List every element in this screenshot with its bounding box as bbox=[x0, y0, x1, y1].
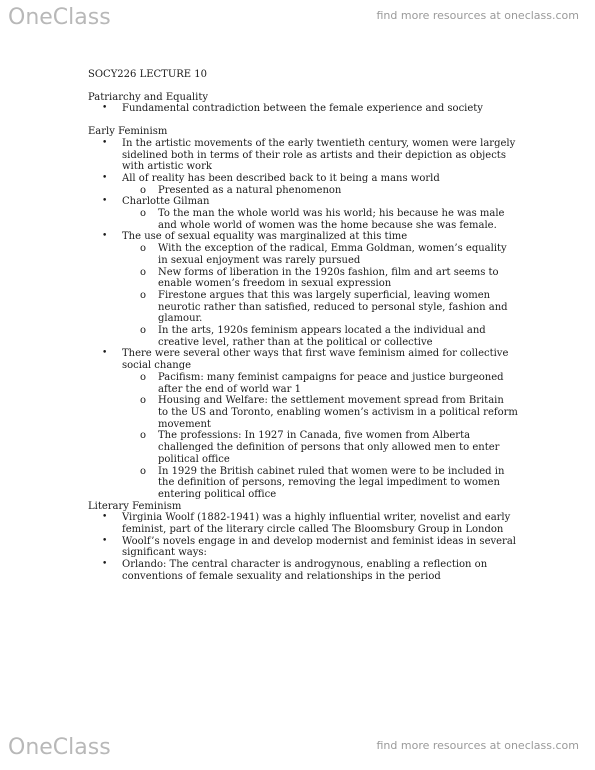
sub-bullet-marker: o bbox=[140, 395, 147, 407]
section-heading-early-feminism: Early Feminism bbox=[88, 126, 168, 138]
sub-bullet-marker: o bbox=[140, 371, 147, 383]
oneclass-logo[interactable]: OneClass bbox=[8, 5, 111, 30]
sub-bullet-text: Pacifism: many feminist campaigns for peace and justice burgeoned bbox=[158, 371, 504, 383]
bullet-text: conventions of female sexuality and relationships in the period bbox=[122, 570, 441, 582]
bullet-marker: • bbox=[102, 535, 108, 546]
bullet-item bbox=[88, 536, 558, 559]
sub-bullet-text: Housing and Welfare: the settlement movement spread from Britain bbox=[158, 395, 504, 407]
sub-bullet-text: movement bbox=[158, 418, 211, 430]
sub-bullet-item bbox=[88, 325, 558, 348]
sub-bullet-text: the definition of persons, removing the legal impediment to women bbox=[158, 477, 500, 489]
bullet-item bbox=[88, 512, 558, 535]
find-resources-link[interactable]: find more resources at oneclass.com bbox=[376, 739, 579, 752]
sub-bullet-text: In 1929 the British cabinet ruled that women were to be included in bbox=[158, 465, 505, 477]
sub-bullet-text: In the arts, 1920s feminism appears located a the individual and bbox=[158, 325, 486, 337]
bullet-marker: • bbox=[102, 559, 108, 570]
sub-bullet-item bbox=[88, 466, 558, 501]
section-heading-patriarchy: Patriarchy and Equality bbox=[88, 91, 208, 103]
bullet-marker: • bbox=[102, 512, 108, 523]
sub-bullet-marker: o bbox=[140, 289, 147, 301]
sub-bullet-text: Presented as a natural phenomenon bbox=[158, 184, 342, 196]
find-resources-link[interactable]: find more resources at oneclass.com bbox=[376, 9, 579, 22]
sub-bullet-marker: o bbox=[140, 465, 147, 477]
bullet-text: Fundamental contradiction between the female experience and society bbox=[122, 103, 483, 115]
bullet-item bbox=[88, 103, 558, 115]
sub-bullet-text: after the end of world war 1 bbox=[158, 383, 301, 395]
sub-bullet-text: Firestone argues that this was largely superficial, leaving women bbox=[158, 289, 491, 301]
bullet-marker: • bbox=[102, 103, 108, 114]
sub-bullet-text: challenged the definition of persons that only allowed men to enter bbox=[158, 442, 500, 454]
bullet-item bbox=[88, 559, 558, 582]
sub-bullet-marker: o bbox=[140, 430, 147, 442]
sub-bullet-item bbox=[88, 290, 558, 325]
sub-bullet-text: New forms of liberation in the 1920s fashion, film and art seems to bbox=[158, 266, 499, 278]
sub-bullet-text: to the US and Toronto, enabling women’s activism in a political reform bbox=[158, 406, 518, 418]
sub-bullet-text: creative level, rather than at the political or collective bbox=[158, 336, 433, 348]
sub-bullet-marker: o bbox=[140, 208, 147, 220]
sub-bullet-item bbox=[88, 372, 558, 395]
bullet-marker: • bbox=[102, 172, 108, 183]
sub-bullet-item bbox=[88, 185, 558, 197]
bullet-marker: • bbox=[102, 231, 108, 242]
sub-bullet-text: With the exception of the radical, Emma Goldman, women’s equality bbox=[158, 243, 507, 255]
bullet-text: All of reality has been described back to it being a mans world bbox=[122, 172, 440, 184]
bullet-text: social change bbox=[122, 360, 192, 372]
bullet-item bbox=[88, 231, 558, 243]
bullet-text: The use of sexual equality was marginalized at this time bbox=[122, 231, 408, 243]
sub-bullet-text: enable women’s freedom in sexual expression bbox=[158, 278, 392, 290]
bullet-item bbox=[88, 196, 558, 208]
bullet-text: sidelined both in terms of their role as artists and their depiction as objects bbox=[122, 149, 506, 161]
document-title: SOCY226 LECTURE 10 bbox=[88, 69, 207, 80]
document-body bbox=[88, 69, 558, 583]
bullet-text: feminist, part of the literary circle called The Bloomsbury Group in London bbox=[122, 524, 504, 536]
sub-bullet-marker: o bbox=[140, 243, 147, 255]
sub-bullet-text: neurotic rather than satisfied, reduced to personal style, fashion and bbox=[158, 301, 508, 313]
bullet-text: significant ways: bbox=[122, 547, 207, 559]
sub-bullet-item bbox=[88, 395, 558, 430]
bullet-item bbox=[88, 348, 558, 371]
sub-bullet-text: entering political office bbox=[158, 488, 277, 500]
bullet-text: Charlotte Gilman bbox=[122, 196, 210, 208]
sub-bullet-item bbox=[88, 267, 558, 290]
sub-bullet-text: in sexual enjoyment was rarely pursued bbox=[158, 254, 361, 266]
header-bar bbox=[0, 0, 595, 40]
footer-bar bbox=[0, 730, 595, 770]
sub-bullet-text: The professions: In 1927 in Canada, five women from Alberta bbox=[158, 430, 471, 442]
sub-bullet-text: To the man the whole world was his world; his because he was male bbox=[158, 208, 505, 220]
bullet-text: In the artistic movements of the early twentieth century, women were largely bbox=[122, 137, 516, 149]
sub-bullet-item bbox=[88, 243, 558, 266]
bullet-text: Woolf’s novels engage in and develop modernist and feminist ideas in several bbox=[122, 535, 516, 547]
sub-bullet-marker: o bbox=[140, 184, 147, 196]
bullet-marker: • bbox=[102, 137, 108, 148]
section-heading-literary-feminism: Literary Feminism bbox=[88, 500, 182, 512]
bullet-text: Orlando: The central character is androgynous, enabling a reflection on bbox=[122, 559, 488, 571]
bullet-marker: • bbox=[102, 196, 108, 207]
bullet-item bbox=[88, 138, 558, 173]
sub-bullet-marker: o bbox=[140, 266, 147, 278]
oneclass-logo[interactable]: OneClass bbox=[8, 735, 111, 760]
bullet-text: There were several other ways that first wave feminism aimed for collective bbox=[122, 348, 509, 360]
sub-bullet-text: glamour. bbox=[158, 313, 203, 325]
bullet-text: with artistic work bbox=[122, 161, 212, 173]
bullet-item bbox=[88, 173, 558, 185]
sub-bullet-item bbox=[88, 430, 558, 465]
sub-bullet-text: and whole world of women was the home because she was female. bbox=[158, 219, 497, 231]
bullet-text: Virginia Woolf (1882-1941) was a highly influential writer, novelist and early bbox=[122, 512, 511, 524]
bullet-marker: • bbox=[102, 348, 108, 359]
sub-bullet-item bbox=[88, 208, 558, 231]
sub-bullet-marker: o bbox=[140, 325, 147, 337]
sub-bullet-text: political office bbox=[158, 453, 230, 465]
